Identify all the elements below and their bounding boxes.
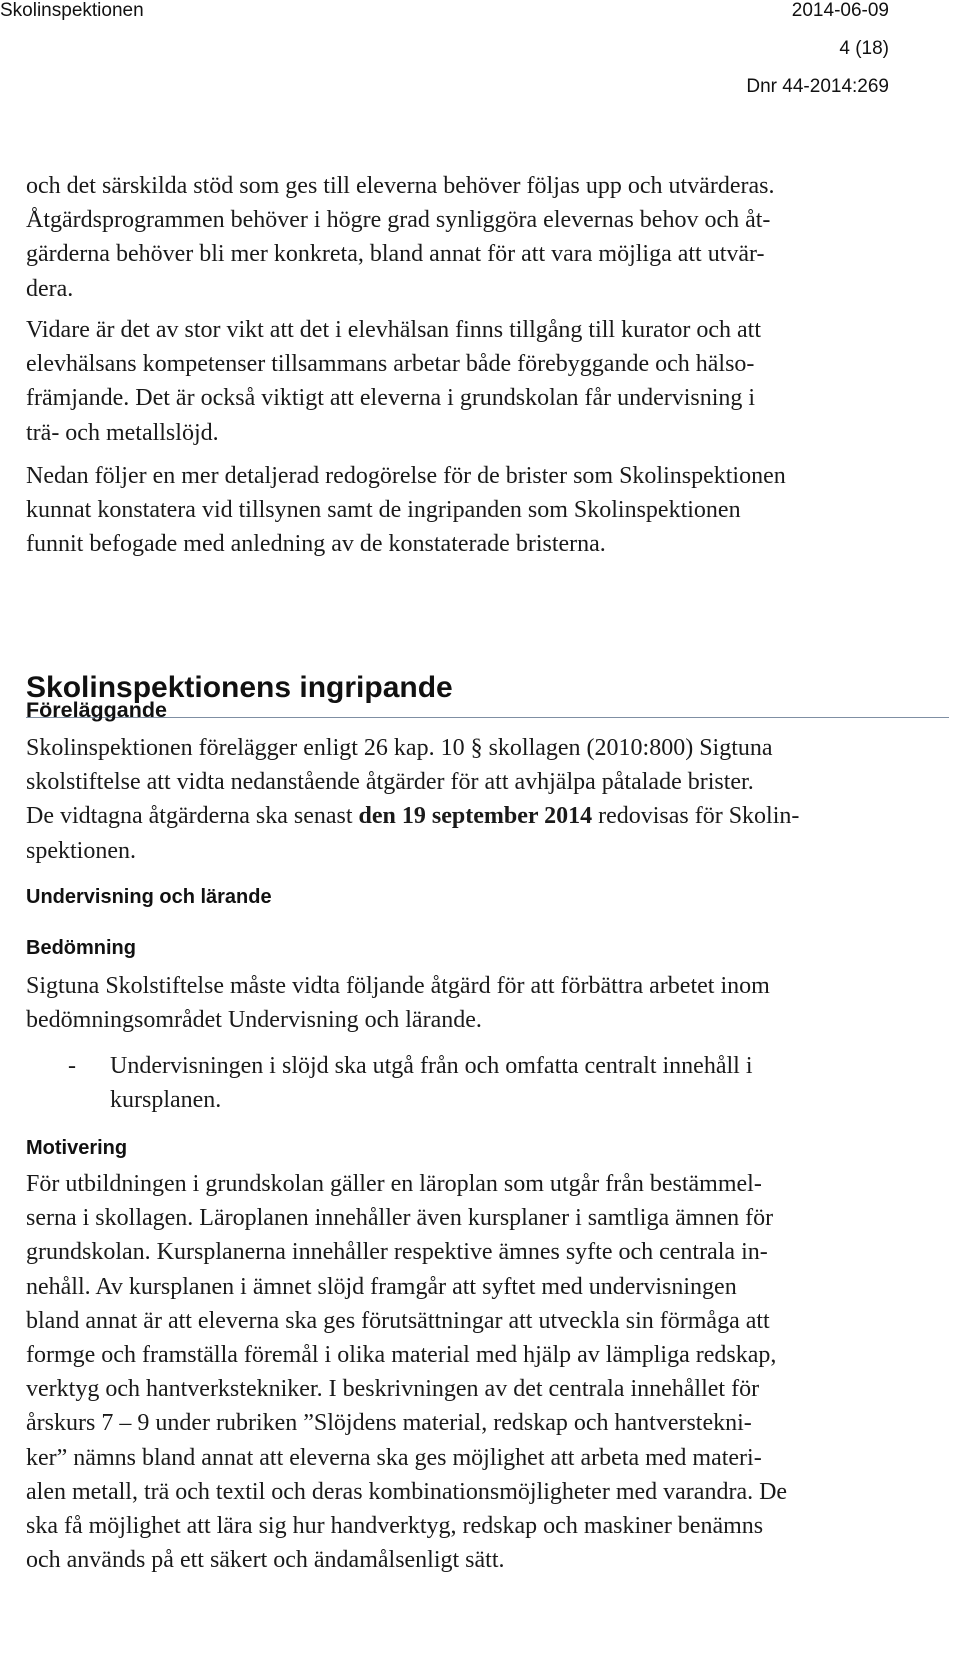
text-line: främjande. Det är också viktigt att eleverna i grundskolan får undervisning i (26, 385, 756, 412)
text-line: För utbildningen i grundskolan gäller en läroplan som utgår från bestämmel- (26, 1171, 762, 1197)
text-line (26, 799, 799, 833)
area-title: Undervisning och lärande (26, 886, 272, 908)
section-subtitle: Föreläggande (26, 698, 167, 722)
text-line: ska få möjlighet att lära sig hur handverktyg, redskap och maskiner benämns (26, 1513, 764, 1540)
header-organization: Skolinspektionen (0, 0, 144, 21)
text-line: och det särskilda stöd som ges till eleverna behöver följas upp och utvärderas. (26, 173, 775, 199)
text-line: grundskolan. Kursplanerna innehåller respektive ämnes syfte och centrala in- (26, 1239, 768, 1266)
deadline-date: den 19 september 2014 (358, 803, 593, 830)
intro-paragraph-1 (26, 169, 774, 306)
bullet-marker: - (68, 1053, 76, 1079)
assessment-title: Bedömning (26, 937, 136, 959)
text-line: kursplanen. (110, 1087, 222, 1114)
text-line: trä- och metallslöjd. (26, 419, 219, 446)
text-line: serna i skollagen. Läroplanen innehåller även kursplaner i samtliga ämnen för (26, 1205, 774, 1232)
text-fragment: redovisas för Skolin- (592, 803, 800, 830)
header-page-number: 4 (18) (839, 38, 889, 59)
injunction-paragraph (26, 731, 799, 868)
text-line: bedömningsområdet Undervisning och lärande. (26, 1007, 482, 1034)
text-line: årskurs 7 – 9 under rubriken ”Slöjdens material, redskap och hantverstekni- (26, 1410, 752, 1437)
text-line: ker” nämns bland annat att eleverna ska ges möjlighet att arbeta med materi- (26, 1444, 762, 1471)
text-fragment: De vidtagna åtgärderna ska senast (26, 803, 359, 830)
bullet-item (110, 1049, 752, 1117)
text-line: gärderna behöver bli mer konkreta, bland annat för att vara möjliga att utvär- (26, 241, 765, 268)
text-line: nehåll. Av kursplanen i ämnet slöjd framgår att syftet med undervisningen (26, 1273, 737, 1300)
text-line: verktyg och hantverkstekniker. I beskrivningen av det centrala innehållet för (26, 1376, 760, 1403)
text-line: bland annat är att eleverna ska ges förutsättningar att utveckla sin förmåga att (26, 1307, 770, 1334)
text-line: Sigtuna Skolstiftelse måste vidta följande åtgärd för att förbättra arbetet inom (26, 973, 770, 999)
motivation-title: Motivering (26, 1137, 128, 1159)
text-line: Skolinspektionen förelägger enligt 26 kap. 10 § skollagen (2010:800) Sigtuna (26, 735, 773, 761)
text-line: elevhälsans kompetenser tillsammans arbetar både förebyggande och hälso- (26, 351, 755, 378)
header-reference-number: Dnr 44-2014:269 (746, 76, 889, 97)
text-line: Undervisningen i slöjd ska utgå från och omfatta centralt innehåll i (110, 1053, 753, 1079)
text-line: funnit befogade med anledning av de konstaterade bristerna. (26, 531, 606, 558)
assessment-paragraph (26, 969, 770, 1037)
text-line: kunnat konstatera vid tillsynen samt de ingripanden som Skolinspektionen (26, 497, 741, 524)
text-line: och används på ett säkert och ändamålsenligt sätt. (26, 1547, 505, 1574)
text-line: alen metall, trä och textil och deras kombinationsmöjligheter med varandra. De (26, 1478, 788, 1505)
text-line: dera. (26, 275, 74, 302)
intro-paragraph-3 (26, 459, 786, 562)
header-date: 2014-06-09 (791, 0, 889, 21)
text-line: spektionen. (26, 837, 136, 864)
section-title: Skolinspektionens ingripande (26, 671, 453, 704)
intro-paragraph-2 (26, 313, 761, 450)
text-line: Åtgärdsprogrammen behöver i högre grad synliggöra elevernas behov och åt- (26, 207, 771, 234)
text-line: Vidare är det av stor vikt att det i elevhälsan finns tillgång till kurator och att (26, 317, 762, 343)
text-line: Nedan följer en mer detaljerad redogörelse för de brister som Skolinspektionen (26, 463, 786, 489)
motivation-paragraph (26, 1167, 787, 1577)
text-line: skolstiftelse att vidta nedanstående åtgärder för att avhjälpa påtalade brister. (26, 769, 754, 796)
text-line: formge och framställa föremål i olika material med hjälp av lämpliga redskap, (26, 1342, 777, 1369)
